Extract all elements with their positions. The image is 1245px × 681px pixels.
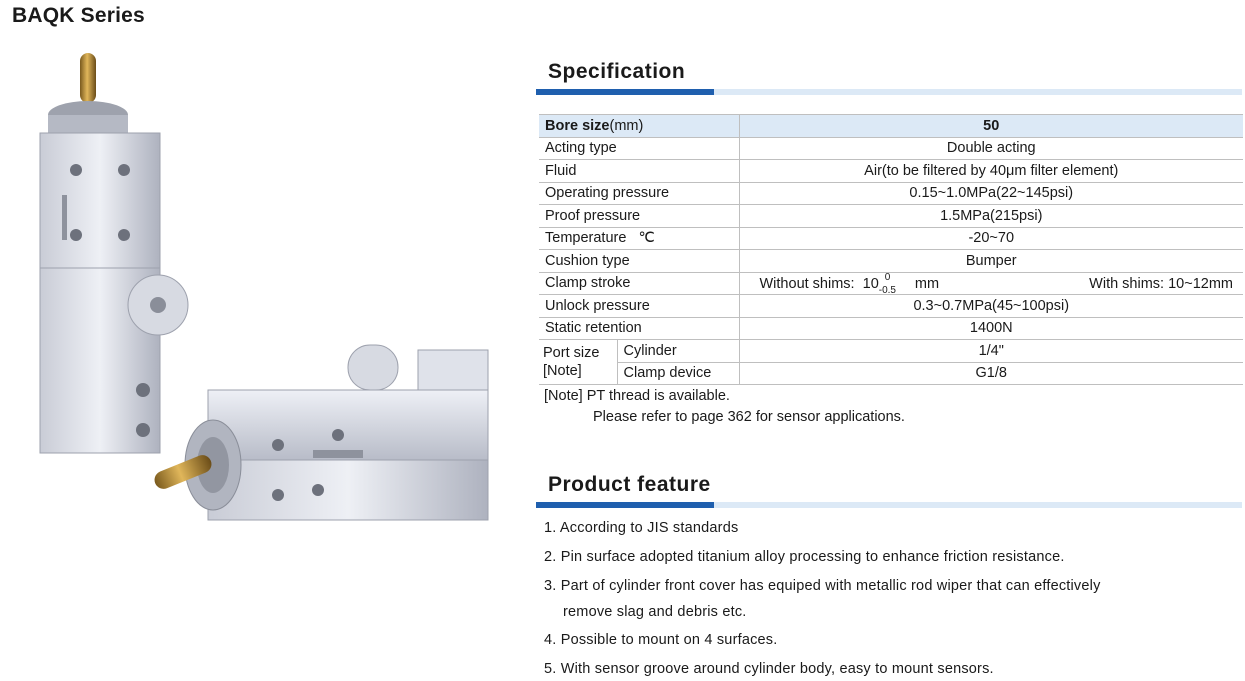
- port-size-line2: [Note]: [543, 363, 582, 379]
- with-shims: With shims: 10~12mm: [1089, 275, 1233, 292]
- row-value: 1400N: [739, 317, 1243, 340]
- row-label: Unlock pressure: [539, 295, 739, 318]
- feature-item: 3. Part of cylinder front cover has equiped with metallic rod wiper that can effectively: [544, 578, 1101, 594]
- table-row: [539, 317, 1243, 340]
- horizontal-clamp-unit: [152, 345, 488, 520]
- table-row: [539, 272, 1243, 295]
- row-label: Operating pressure: [539, 182, 739, 205]
- vertical-clamp-unit: [40, 53, 188, 453]
- port-size-label: [539, 340, 617, 385]
- without-shims-label: Without shims: 10: [759, 275, 879, 292]
- row-value: 0.15~1.0MPa(22~145psi): [739, 182, 1243, 205]
- table-row: [539, 115, 1243, 138]
- tolerance-upper: 0: [884, 271, 891, 283]
- without-shims: [759, 271, 940, 296]
- specification-title: Specification: [548, 60, 686, 83]
- table-row: [539, 137, 1243, 160]
- table-row: [539, 362, 1243, 385]
- clamp-device-label: Clamp device: [617, 362, 739, 385]
- row-value: Bumper: [739, 250, 1243, 273]
- page-title: BAQK Series: [12, 4, 145, 27]
- bore-size-value: 50: [739, 115, 1243, 138]
- clamp-stroke-value: [739, 272, 1243, 295]
- feature-item: 5. With sensor groove around cylinder body, easy to mount sensors.: [544, 661, 994, 677]
- row-value: -20~70: [739, 227, 1243, 250]
- table-row: [539, 182, 1243, 205]
- row-label: Acting type: [539, 137, 739, 160]
- specification-title-bar: [536, 89, 1242, 95]
- product-feature-title: Product feature: [548, 473, 711, 496]
- table-row: [539, 250, 1243, 273]
- row-label: Proof pressure: [539, 205, 739, 228]
- row-label: Static retention: [539, 317, 739, 340]
- table-row: [539, 227, 1243, 250]
- product-photo: [18, 45, 518, 555]
- row-value: 1.5MPa(215psi): [739, 205, 1243, 228]
- without-shims-unit: mm: [914, 275, 940, 292]
- clamp-device-value: G1/8: [739, 362, 1243, 385]
- feature-item: 1. According to JIS standards: [544, 520, 739, 536]
- row-value: 0.3~0.7MPa(45~100psi): [739, 295, 1243, 318]
- table-row: [539, 340, 1243, 363]
- cylinder-label: Cylinder: [617, 340, 739, 363]
- row-label: Cushion type: [539, 250, 739, 273]
- row-value: Air(to be filtered by 40μm filter element): [739, 160, 1243, 183]
- feature-item-continuation: remove slag and debris etc.: [563, 604, 747, 620]
- table-row: [539, 160, 1243, 183]
- row-label: Temperature ℃: [539, 227, 739, 250]
- port-size-line1: Port size: [543, 345, 600, 361]
- product-feature-title-bar: [536, 502, 1242, 508]
- row-value: Double acting: [739, 137, 1243, 160]
- cylinder-value: 1/4": [739, 340, 1243, 363]
- note-sensor-page: Please refer to page 362 for sensor applications.: [593, 409, 905, 425]
- row-label: Fluid: [539, 160, 739, 183]
- tolerance-lower: -0.5: [878, 284, 896, 296]
- table-row: [539, 205, 1243, 228]
- feature-item: 4. Possible to mount on 4 surfaces.: [544, 632, 778, 648]
- note-pt-thread: [Note] PT thread is available.: [544, 388, 730, 404]
- feature-item: 2. Pin surface adopted titanium alloy processing to enhance friction resistance.: [544, 549, 1065, 565]
- bore-size-label: Bore size(mm): [539, 115, 739, 138]
- row-label: Clamp stroke: [539, 272, 739, 295]
- tolerance: [878, 271, 903, 296]
- specification-table: [539, 114, 1243, 385]
